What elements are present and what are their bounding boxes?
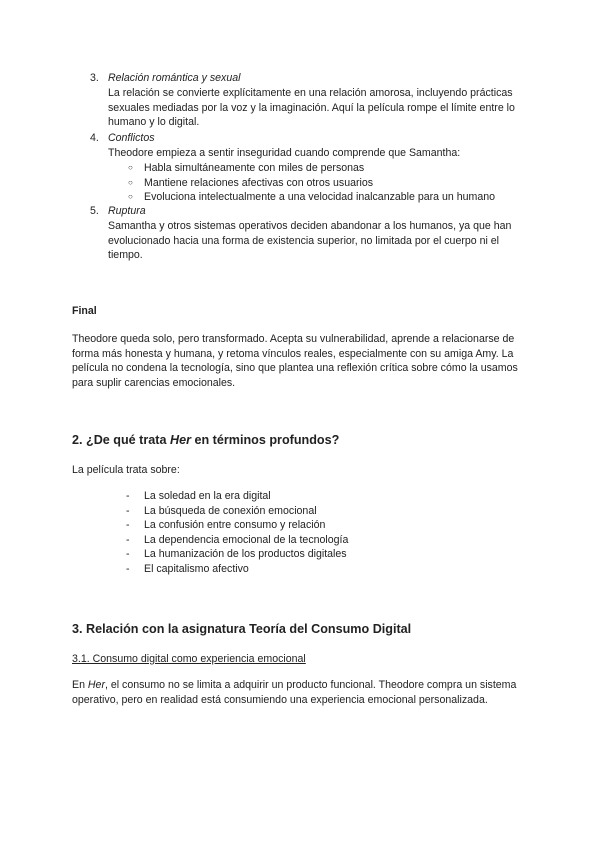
section-3-heading: 3. Relación con la asignatura Teoría del Consumo Digital [72, 622, 412, 636]
list-item-5-heading [90, 204, 146, 219]
section-2-topic-list [126, 489, 348, 577]
section-2-intro: La película trata sobre: [72, 464, 180, 476]
conflicts-sublist [128, 161, 548, 205]
heading-italic-title: Her [169, 433, 191, 447]
list-item-number: 5. [90, 205, 99, 217]
list-item-3-body: La relación se convierte explícitamente en una relación amorosa, incluyendo prácticas sexuales mediadas por la voz y la imaginación. Aquí la película rompe el límite entre lo humano y lo digital. [108, 87, 515, 129]
list-item-4-heading [90, 131, 155, 146]
paragraph-italic-title: Her [87, 679, 105, 691]
paragraph-text: En [72, 679, 88, 691]
list-item-number: 4. [90, 132, 99, 144]
list-item-4-body: Theodore empieza a sentir inseguridad cuando comprende que Samantha: [108, 147, 461, 159]
list-item-title: Relación romántica y sexual [108, 72, 241, 84]
sublist-item: ○ Mantiene relaciones afectivas con otros usuarios [128, 176, 548, 191]
section-2-heading [72, 433, 339, 448]
topic-item: - La soledad en la era digital [126, 489, 348, 504]
topic-item: - La búsqueda de conexión emocional [126, 504, 348, 519]
list-item-number: 3. [90, 72, 99, 84]
section-3-1-paragraph [72, 678, 532, 707]
section-3-1-subheading: 3.1. Consumo digital como experiencia emocional [72, 653, 306, 665]
topic-item: - La humanización de los productos digitales [126, 547, 348, 562]
topic-item: - La confusión entre consumo y relación [126, 518, 348, 533]
sublist-item: ○ Habla simultáneamente con miles de personas [128, 161, 548, 176]
final-heading: Final [72, 305, 97, 317]
list-item-title: Ruptura [108, 205, 146, 217]
sublist-item: ○ Evoluciona intelectualmente a una velocidad inalcanzable para un humano [128, 190, 548, 205]
topic-item: - La dependencia emocional de la tecnología [126, 533, 348, 548]
paragraph-text: , el consumo no se limita a adquirir un producto funcional. Theodore compra un sistema operativo, pero en realidad está consumiendo una experiencia emocional personalizada. [72, 679, 517, 706]
topic-item: - El capitalismo afectivo [126, 562, 348, 577]
list-item-3-heading [90, 71, 240, 86]
list-item-title: Conflictos [108, 132, 155, 144]
heading-text: 2. ¿De qué trata [72, 433, 170, 447]
final-paragraph: Theodore queda solo, pero transformado. Acepta su vulnerabilidad, aprende a relacionarse de forma más honesta y humana, y retoma vínculos reales, especialmente con su amiga Amy. La película no condena la tecnología, sino que plantea una reflexión crítica sobre cómo la usamos para suplir carencias emocionales. [72, 333, 518, 389]
heading-text: en términos profundos? [190, 433, 340, 447]
list-item-5-body: Samantha y otros sistemas operativos deciden abandonar a los humanos, ya que han evolucionado hacia una forma de existencia superior, no limitada por el cuerpo ni el tiempo. [108, 220, 512, 262]
